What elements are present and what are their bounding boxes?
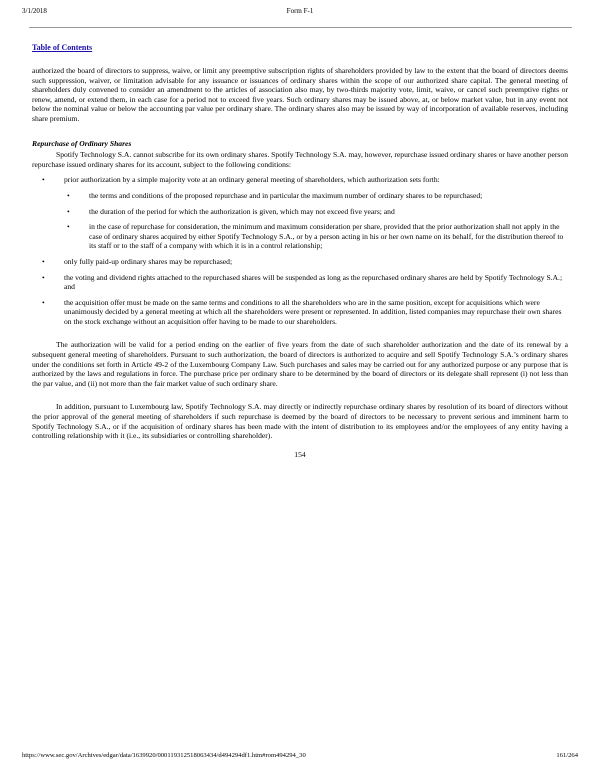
- header-divider: [29, 27, 572, 28]
- bullet-icon: •: [67, 190, 70, 200]
- intro-paragraph: authorized the board of directors to suppress, waive, or limit any preemptive subscription rights of shareholders provided by law to the extent that the board of directors deems such suppression, waiver, or limitation advisable for any issuance or issuances of ordinary shares within the scope of our authorized share capital. The general meeting of shareholders duly convened to consider an amendment to the articles of association also may, by two-thirds majority vote, limit, waive, or cancel such preemptive rights or renew, amend, or extend them, in each case for a period not to exceed five years. Such ordinary shares may be issued above, at, or below market value, but in any event not below the nominal value or below the accounting par value per ordinary share. The ordinary shares also may be issued by way of incorporation of available reserves, including share premium.: [32, 66, 568, 123]
- list-item: [32, 191, 568, 201]
- conditions-list: [32, 175, 568, 326]
- table-of-contents-link[interactable]: Table of Contents: [32, 43, 93, 52]
- list-item-text: the voting and dividend rights attached to the repurchased shares will be suspended as long as the repurchased ordinary shares are held by Spotify Technology S.A.; and: [64, 272, 563, 292]
- bullet-icon: •: [42, 175, 45, 185]
- section-lead-paragraph: Spotify Technology S.A. cannot subscribe for its own ordinary shares. Spotify Technology S.A. may, however, repurchase issued ordinary shares or have another person repurchase issued ordinary shares for its account, subject to the following conditions:: [32, 150, 568, 169]
- list-item-text: prior authorization by a simple majority vote at an ordinary general meeting of shareholders, which authorization sets forth:: [64, 175, 440, 185]
- list-item-text: the acquisition offer must be made on the same terms and conditions to all the shareholders who are in the same position, except for acquisitions which were unanimously decided by a general meeting at which all the shareholders were present or represented. In addition, listed companies may repurchase their own shares on the stock exchange without an acquisition offer having to be made to our shareholders.: [64, 297, 562, 326]
- bullet-icon: •: [42, 256, 45, 266]
- list-item-text: in the case of repurchase for consideration, the minimum and maximum consideration per share, provided that the prior authorization shall not apply in the case of ordinary shares acquired by either Spotify Technology S.A., or by a person acting in his or her own name on its behalf, for the distribution thereof to its staff or to the staff of a company with which it is in a control relationship;: [89, 222, 564, 251]
- bullet-icon: •: [42, 272, 45, 282]
- print-header: [22, 7, 578, 17]
- list-item: [32, 222, 568, 251]
- print-page-count: 161/264: [556, 752, 578, 759]
- list-item: [32, 298, 568, 327]
- document-title: Form F-1: [286, 7, 314, 15]
- bullet-icon: •: [42, 297, 45, 307]
- list-item: [32, 273, 568, 292]
- list-item: [32, 175, 568, 185]
- additional-repurchase-paragraph: In addition, pursuant to Luxembourg law, Spotify Technology S.A. may directly or indirectly repurchase ordinary shares by resolution of its board of directors without the prior approval of the general meeting of shareholders if such repurchase is deemed by the board of directors to be necessary to prevent serious and imminent harm to Spotify Technology S.A., or if the acquisition of ordinary shares has been made with the intent of distribution to its employees and/or the employees of any entity having a controlling relationship with it (i.e., its subsidiaries or controlling shareholder).: [32, 402, 568, 441]
- document-body: [32, 66, 568, 459]
- list-item: [32, 257, 568, 267]
- source-url: https://www.sec.gov/Archives/edgar/data/1639920/000119312518063434/d494294df1.htm#rom494294_30: [22, 752, 306, 759]
- list-item-text: the duration of the period for which the authorization is given, which may not exceed five years; and: [89, 206, 395, 216]
- print-date: 3/1/2018: [22, 7, 47, 15]
- list-item-text: only fully paid-up ordinary shares may be repurchased;: [64, 256, 233, 266]
- page-number: 154: [294, 449, 306, 459]
- bullet-icon: •: [67, 222, 70, 232]
- list-item: [32, 207, 568, 217]
- section-heading: Repurchase of Ordinary Shares: [32, 138, 132, 148]
- bullet-icon: •: [67, 206, 70, 216]
- authorization-paragraph: The authorization will be valid for a period ending on the earlier of five years from the date of such shareholder authorization and the date of its renewal by a subsequent general meeting of shareholders. Pursuant to such authorization, the board of directors is authorized to acquire and sell Spotify Technology S.A.’s ordinary shares under the conditions set forth in Article 49-2 of the Luxembourg Company Law. Such purchases and sales may be carried out for any authorized purpose or any purpose that is authorized by the laws and regulations in force. The purchase price per ordinary share to be determined by the board of directors or its delegate shall represent (i) not less than the par value, and (ii) not more than the fair market value of such ordinary share.: [32, 340, 568, 388]
- list-item-text: the terms and conditions of the proposed repurchase and in particular the maximum number of ordinary shares to be repurchased;: [89, 190, 483, 200]
